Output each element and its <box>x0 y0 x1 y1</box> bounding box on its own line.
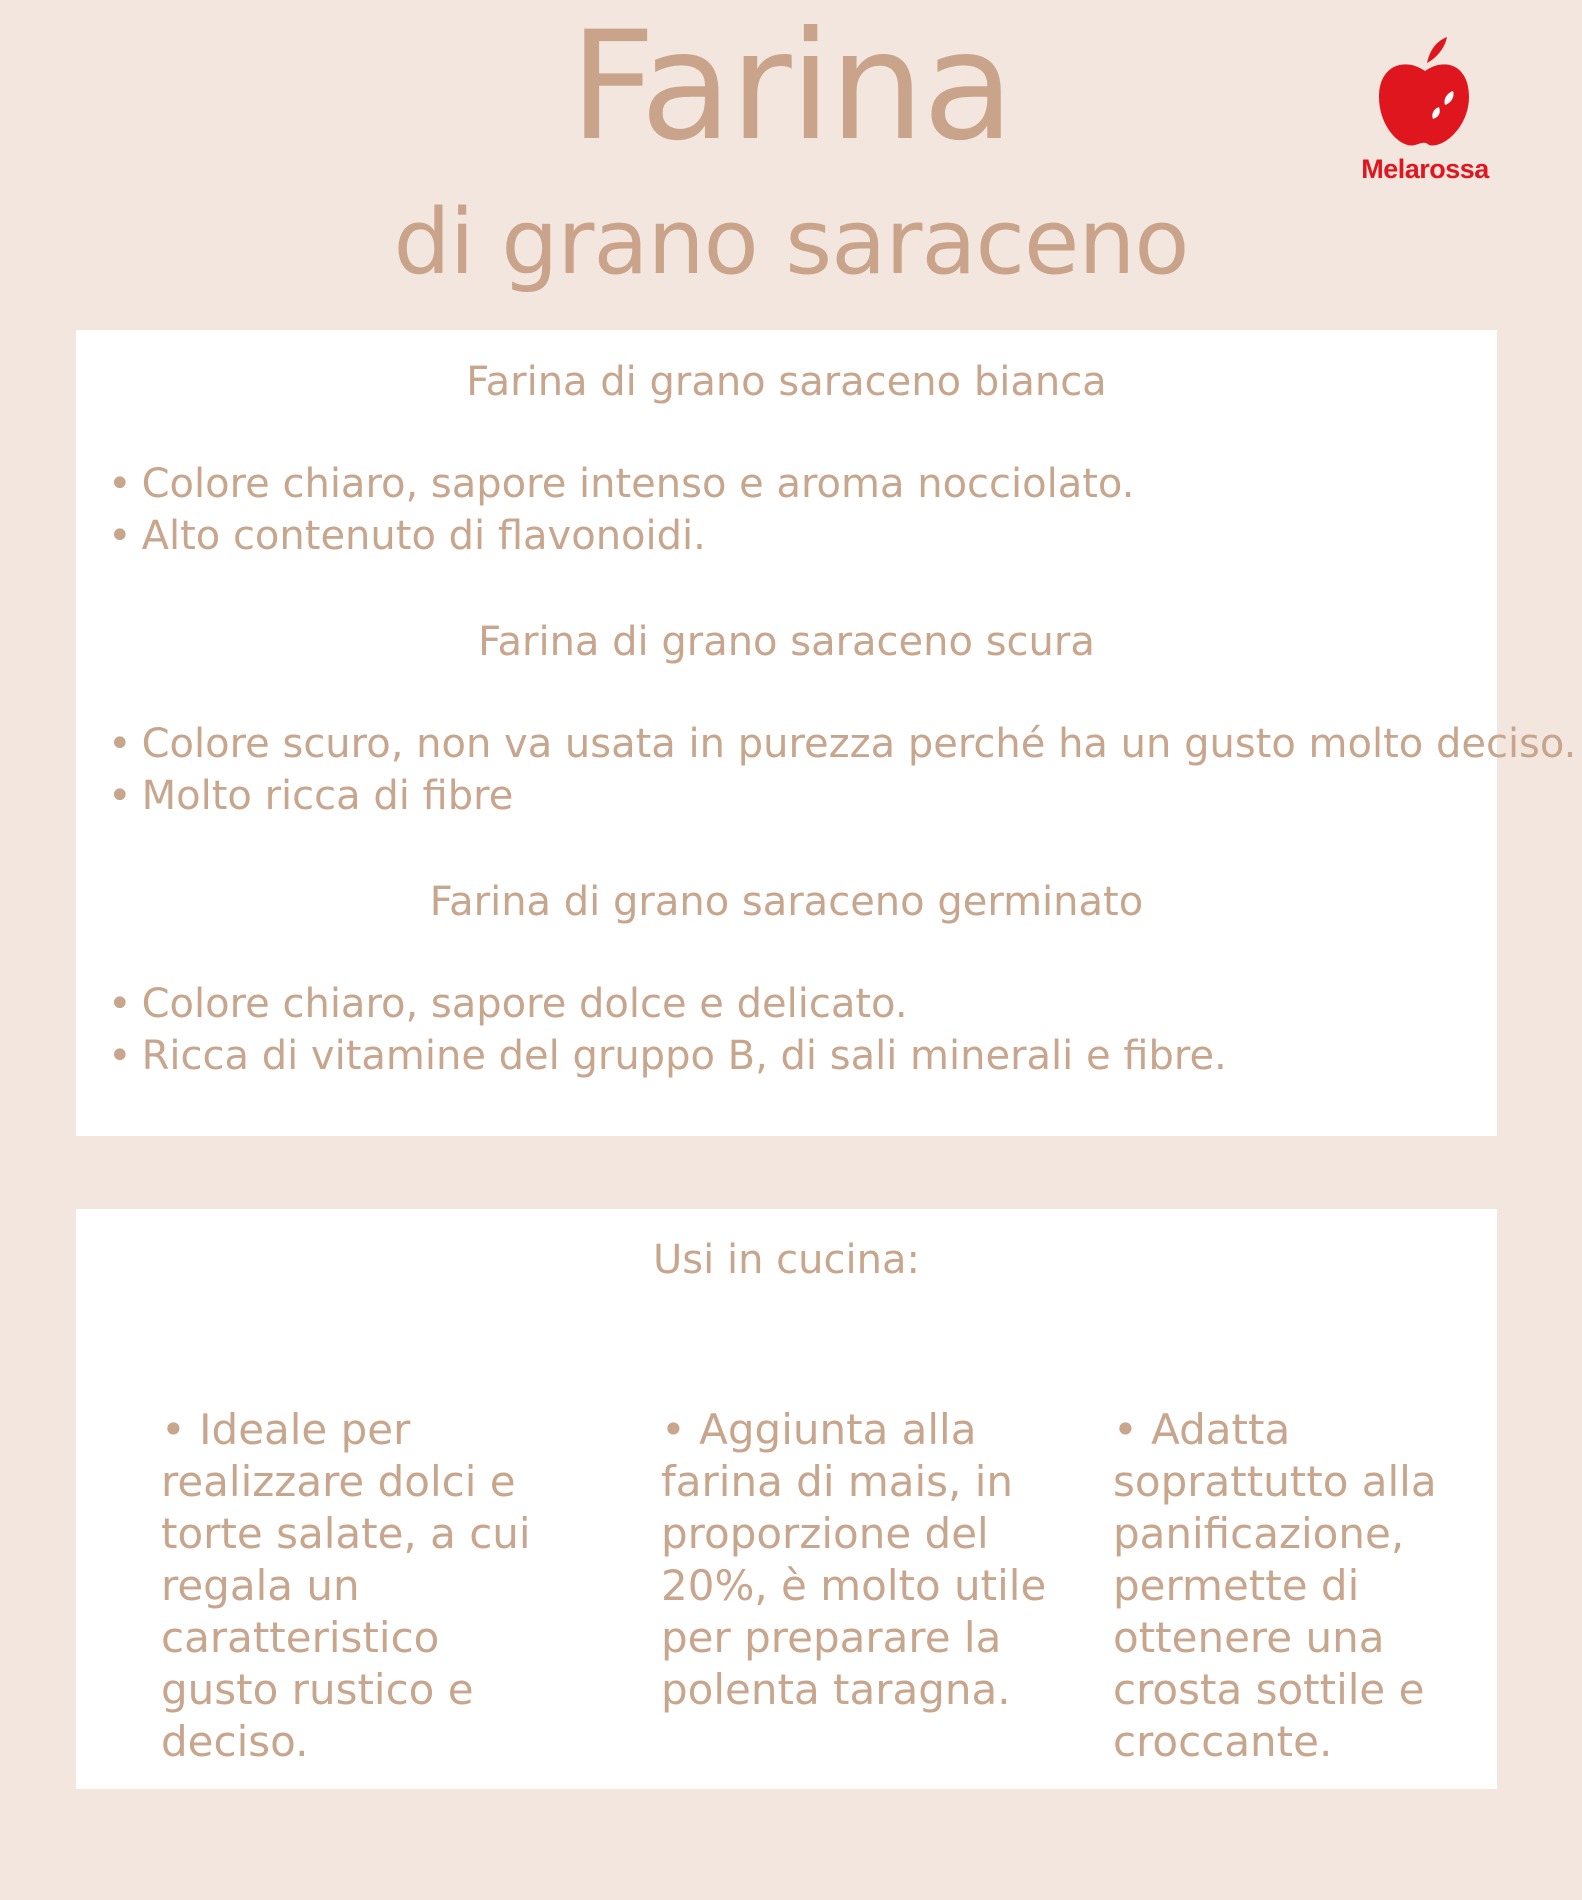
bullet-icon: • <box>108 513 132 559</box>
bullet-icon: • <box>108 981 132 1027</box>
variety-bullets <box>76 718 1577 822</box>
variety-bullets <box>76 978 1497 1082</box>
page-title: Farina <box>569 0 1013 174</box>
varieties-card <box>76 330 1577 1136</box>
list-item: • Colore chiaro, sapore dolce e delicato. <box>108 981 908 1027</box>
bullet-icon: • <box>1113 1405 1138 1454</box>
variety-heading: Farina di grano saraceno germinato <box>429 879 1144 925</box>
bullet-icon: • <box>161 1405 186 1454</box>
bullet-icon: • <box>108 721 132 767</box>
apple-icon <box>1375 35 1475 150</box>
variety-section-bianca <box>76 358 1497 562</box>
variety-section-germinato <box>76 878 1497 1082</box>
uses-title: Usi in cucina: <box>653 1237 920 1283</box>
bullet-icon: • <box>108 461 132 507</box>
use-item-dolci: • Ideale per realizzare dolci e torte salate, a cui regala un caratteristico gusto rustico e deciso. <box>161 1405 531 1766</box>
bullet-icon: • <box>108 773 132 819</box>
use-item-polenta: • Aggiunta alla farina di mais, in proporzione del 20%, è molto utile per preparare la polenta taragna. <box>661 1405 1047 1714</box>
list-item: • Colore scuro, non va usata in purezza perché ha un gusto molto deciso. <box>108 721 1577 767</box>
brand-logo[interactable] <box>1350 35 1500 195</box>
list-item: • Ricca di vitamine del gruppo B, di sali minerali e fibre. <box>108 1033 1227 1079</box>
variety-section-scura <box>76 618 1577 822</box>
variety-bullets <box>76 458 1497 562</box>
list-item: • Colore chiaro, sapore intenso e aroma nocciolato. <box>108 461 1135 507</box>
list-item: • Alto contenuto di flavonoidi. <box>108 513 706 559</box>
list-item: • Molto ricca di fibre <box>108 773 514 819</box>
bullet-icon: • <box>108 1033 132 1079</box>
variety-heading: Farina di grano saraceno bianca <box>466 359 1107 405</box>
page-subtitle: di grano saraceno <box>393 190 1189 295</box>
brand-name: Melarossa <box>1361 154 1489 184</box>
use-item-panificazione: • Adatta soprattutto alla panificazione, permette di ottenere una crosta sottile e croccante. <box>1113 1405 1437 1766</box>
uses-card <box>76 1209 1497 1789</box>
bullet-icon: • <box>661 1405 686 1454</box>
variety-heading: Farina di grano saraceno scura <box>478 619 1095 665</box>
